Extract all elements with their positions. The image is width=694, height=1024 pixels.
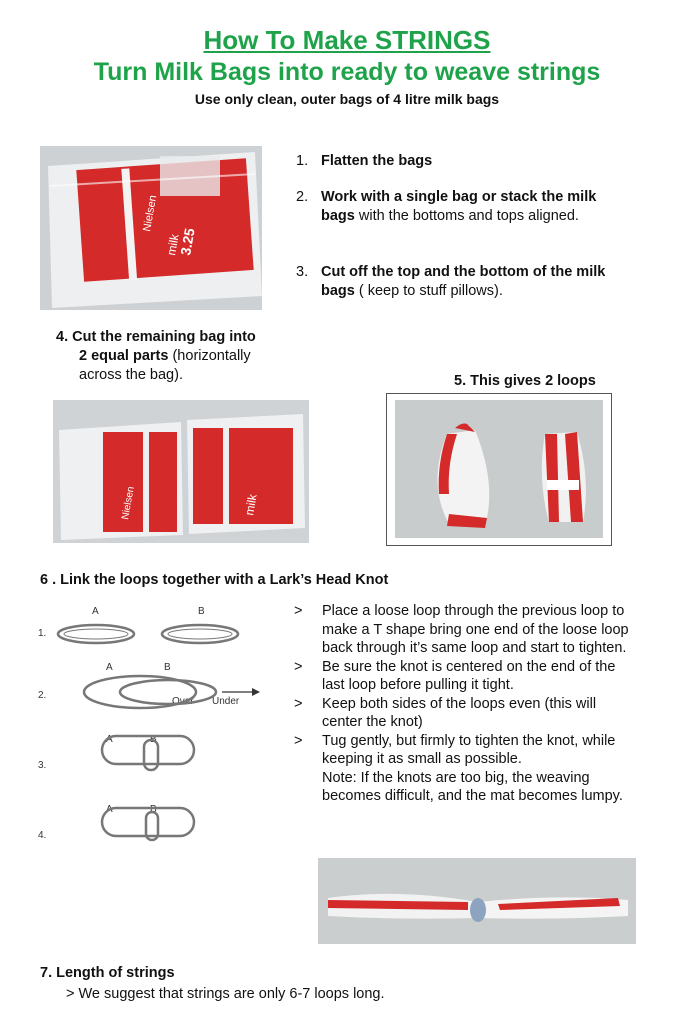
cut-bag-photo xyxy=(53,400,309,543)
step-bold-text: Cut off the top and the bottom of the milk bags xyxy=(321,264,606,299)
svg-text:A: A xyxy=(106,662,113,673)
svg-text:Under: Under xyxy=(212,696,240,707)
step-text: with the bottoms and tops aligned. xyxy=(354,208,579,224)
svg-text:2.: 2. xyxy=(38,690,47,701)
bag-size-text: 3.25 xyxy=(177,226,198,257)
step-number: 3. xyxy=(296,264,309,280)
step-5-label: 5. This gives 2 loops xyxy=(454,373,596,389)
milk-bag-illustration xyxy=(40,146,262,310)
step-bold-text: 2 equal parts xyxy=(79,348,169,364)
svg-text:Over: Over xyxy=(172,696,194,707)
svg-text:1.: 1. xyxy=(38,628,47,639)
step-bold-text: Work with a single bag or stack the milk bags xyxy=(321,189,597,224)
step-3 xyxy=(296,263,626,303)
step-text: (horizontally across the bag). xyxy=(79,348,251,383)
page-subtitle: Turn Milk Bags into ready to weave strings xyxy=(93,58,601,86)
instruction-item: > Tug gently, but firmly to tighten the knot, while keeping it as small as possible. xyxy=(294,732,616,767)
svg-text:A: A xyxy=(92,606,99,617)
bag-brand-text: Nielsen xyxy=(141,194,160,233)
step-bold-text: Flatten the bags xyxy=(321,153,433,169)
step-1 xyxy=(296,152,626,172)
bag-milk-text: milk xyxy=(164,233,182,257)
step-7-text: > We suggest that strings are only 6-7 loops long. xyxy=(66,986,385,1002)
step-number: 2. xyxy=(296,189,309,205)
svg-text:B: B xyxy=(198,606,205,617)
svg-text:B: B xyxy=(150,804,157,815)
flattened-bag-photo xyxy=(40,146,262,310)
step-text: ( keep to stuff pillows). xyxy=(354,283,503,299)
svg-text:4.: 4. xyxy=(38,830,47,841)
svg-text:A: A xyxy=(106,804,113,815)
step-number: 1. xyxy=(296,153,309,169)
step-2 xyxy=(296,188,626,248)
step-7-heading: 7. Length of strings xyxy=(40,965,175,981)
svg-text:A: A xyxy=(106,734,113,745)
header-note: Use only clean, outer bags of 4 litre milk bags xyxy=(194,91,500,107)
bag-brand-text: Nielsen xyxy=(120,485,137,521)
instruction-item: > Place a loose loop through the previous loop to make a T shape bring one end of the loose loop back through it’s same loop and start to tighten. xyxy=(294,603,629,656)
step-4 xyxy=(56,328,296,385)
svg-text:B: B xyxy=(150,734,157,745)
two-loops-photo xyxy=(386,393,612,546)
instruction-item: > Be sure the knot is centered on the end of the last loop before pulling it tight. xyxy=(294,658,616,693)
page-title: How To Make STRINGS xyxy=(203,25,491,55)
step-bold-text: 4. Cut the remaining bag into xyxy=(56,329,256,345)
knot-instructions xyxy=(294,602,634,806)
bag-milk-text: milk xyxy=(242,493,260,517)
instruction-item: > Keep both sides of the loops even (this will center the knot) xyxy=(294,695,597,730)
svg-text:B: B xyxy=(164,662,171,673)
knot-note: Note: If the knots are too big, the weaving becomes difficult, and the mat becomes lumpy. xyxy=(322,769,623,804)
larks-head-diagram xyxy=(30,600,262,855)
svg-text:3.: 3. xyxy=(38,760,47,771)
step-6-heading: 6 . Link the loops together with a Lark’s Head Knot xyxy=(40,572,389,588)
linked-string-photo xyxy=(318,858,636,944)
